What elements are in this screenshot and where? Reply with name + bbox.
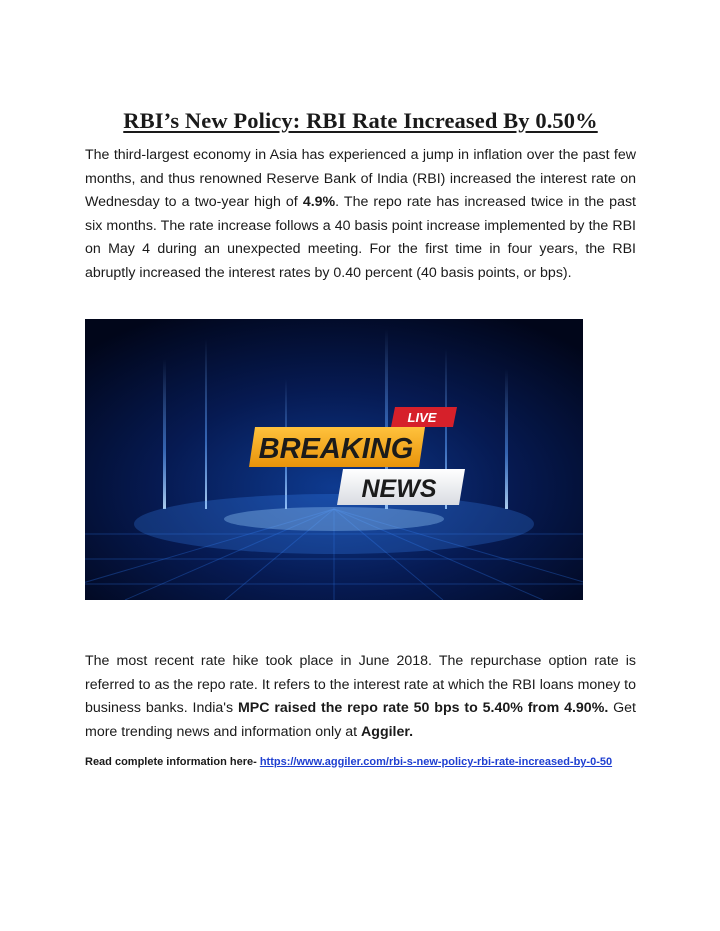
- breaking-banner: [249, 427, 425, 467]
- breaking-news-image: [85, 319, 583, 600]
- read-more-link[interactable]: https://www.aggiler.com/rbi-s-new-policy-rbi-rate-increased-by-0-50: [259, 756, 613, 768]
- details-brand: Aggiler.: [361, 723, 414, 740]
- breaking-news-graphic: [85, 319, 583, 600]
- live-tag: [391, 407, 457, 427]
- details-paragraph: [85, 650, 636, 744]
- intro-text-b: . The repo rate has increased twice in the past six months. The rate increase follows a 40 basis point increase implemented by the RBI on May 4 during an unexpected meeting. For the first time in four years, the RBI abruptly increased the interest rates by 0.40 percent (40 basis points, or bps).: [85, 194, 636, 281]
- news-banner: [337, 469, 465, 505]
- intro-highlight-rate: 4.9%: [302, 194, 336, 210]
- read-more-line: [85, 753, 636, 772]
- intro-text-a: The third-largest economy in Asia has experienced a jump in inflation over the past few months, and thus renowned Reserve Bank of India (RBI) increased the interest rate on Wednesday to a two-year high of: [85, 147, 636, 210]
- intro-paragraph: [85, 144, 636, 285]
- news-label: NEWS: [361, 475, 437, 503]
- live-label: LIVE: [407, 410, 437, 425]
- details-text-a: The most recent rate hike took place in June 2018. The repurchase option rate is referred to as the repo rate. It refers to the interest rate at which the RBI loans money to business banks. India's: [85, 653, 636, 716]
- details-highlight-mpc: MPC raised the repo rate 50 bps to 5.40% from 4.90%.: [237, 700, 609, 716]
- read-more-label: Read complete information here-: [85, 756, 260, 768]
- article-title: RBI’s New Policy: RBI Rate Increased By 0.50%: [123, 108, 598, 133]
- article-header: [85, 108, 636, 285]
- details-text-b: Get more trending news and information only at: [85, 700, 636, 740]
- breaking-label: BREAKING: [258, 433, 414, 465]
